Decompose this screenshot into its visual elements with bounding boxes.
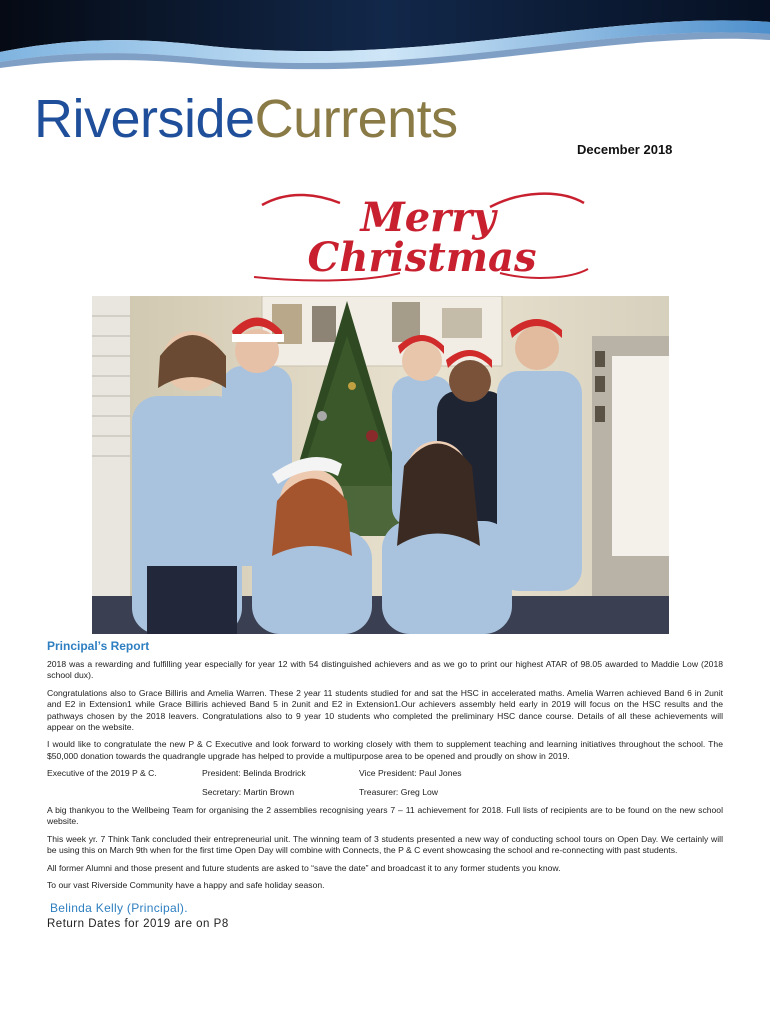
executive-row-1: [47, 768, 723, 779]
students-christmas-photo: [92, 296, 669, 634]
masthead-title: [34, 89, 458, 149]
header-swoosh: [0, 0, 770, 80]
executive-secretary: Secretary: Martin Brown: [202, 786, 295, 797]
report-paragraph: This week yr. 7 Think Tank concluded their entrepreneurial unit. The winning team of 3 students presented a new way of conducting school tours on Open Day. We certainly will be using this on March 9th when for the first time Open Day will combine with Connects, the P & C event showcasing the school and re-connecting with past students.: [47, 833, 723, 856]
principal-signature: Belinda Kelly (Principal).: [50, 900, 188, 915]
executive-row-2: [47, 787, 723, 798]
christmas-text: Christmas: [307, 234, 537, 281]
issue-date: December 2018: [577, 142, 673, 157]
report-paragraph: A big thankyou to the Wellbeing Team for organising the 2 assemblies recognising years 7 – 11 achievement for 2018. Full lists of recipients are to be found on the new school website.: [47, 805, 723, 827]
return-dates-note: Return Dates for 2019 are on P8: [47, 917, 229, 930]
report-paragraph: Congratulations also to Grace Billiris and Amelia Warren. These 2 year 11 students studied for and sat the HSC in accelerated maths. Amelia Warren achieved Band 6 in 2unit and E2 in Extension1 while Grace Billiris achieved Band 5 in 2unit and E2 in Extension1.Our achievers assembly held early in 2019 will focus on the HSC results and the pathways chosen by the 2018 leavers. Congratulations also to 9 year 10 students who completed the preliminary HSC dance course. Details of all these achievements will appear on the website.: [47, 687, 723, 733]
masthead-riverside: Riverside: [34, 89, 255, 149]
report-paragraph: I would like to congratulate the new P & C Executive and look forward to working closely with them to supplement teaching and learning initiatives throughout the school. The $50,000 donation towards the quadrangle upgrade has helped to provide a multipurpose area to be opened and proudly on show in 2019.: [47, 739, 723, 761]
merry-text: Merry: [360, 194, 496, 241]
merry-christmas-banner: [250, 185, 590, 285]
executive-intro: Executive of the 2019 P & C.: [47, 768, 157, 779]
executive-president: President: Belinda Brodrick: [202, 768, 306, 779]
principals-report-section: [47, 639, 723, 930]
principals-report-heading: Principal’s Report: [47, 639, 150, 653]
executive-spacer: [47, 787, 202, 798]
masthead-currents: Currents: [254, 89, 458, 149]
executive-vice-president: Vice President: Paul Jones: [359, 768, 462, 779]
executive-treasurer: Treasurer: Greg Low: [359, 786, 438, 797]
report-paragraph: All former Alumni and those present and future students are asked to “save the date” and broadcast it to any former students you know.: [47, 862, 561, 873]
report-paragraph: To our vast Riverside Community have a happy and safe holiday season.: [47, 880, 325, 891]
report-paragraph: 2018 was a rewarding and fulfilling year especially for year 12 with 54 distinguished achievers and as we go to print our highest ATAR of 98.05 awarded to Maddie Low (2018 school dux).: [47, 659, 723, 681]
